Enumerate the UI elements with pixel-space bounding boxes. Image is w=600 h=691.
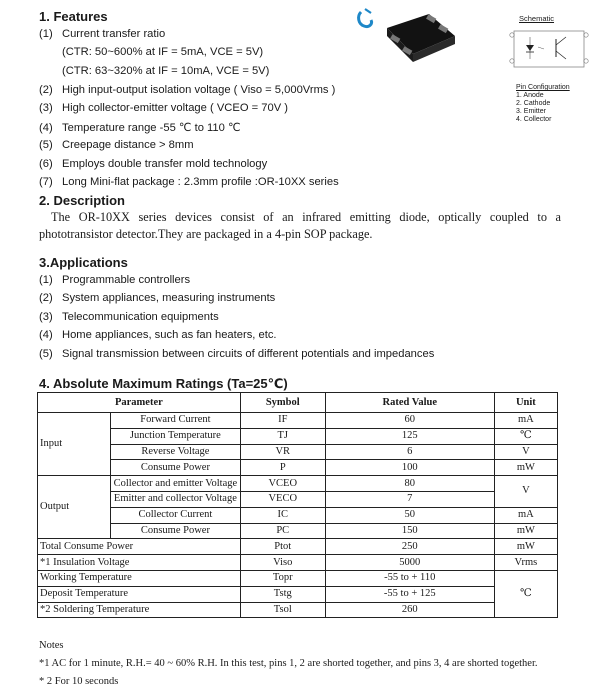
- application-item-2: (2) System appliances, measuring instruments: [39, 292, 276, 304]
- value-cell: 80: [325, 476, 494, 492]
- description-heading: 2. Description: [39, 193, 125, 208]
- symbol-cell: TJ: [240, 428, 325, 444]
- absolute-maximum-ratings-table: [37, 392, 558, 618]
- description-text: The OR-10XX series devices consist of an infrared emitting diode, optically coupled to a phototransistor detector.They are packaged in a 4-pin SOP package.: [39, 210, 561, 241]
- feature-item-6: (6) Employs double transfer mold technology: [39, 158, 268, 170]
- unit-cell: ℃: [494, 428, 557, 444]
- pin-item: 4. Collector: [516, 116, 552, 123]
- unit-cell: V: [494, 476, 557, 508]
- param-cell: Working Temperature: [38, 570, 241, 586]
- feature-item-1: (1) Current transfer ratio: [39, 28, 166, 40]
- applications-heading: 3.Applications: [39, 255, 128, 270]
- group-input: Input: [38, 413, 111, 476]
- table-row: [38, 444, 558, 460]
- notes-title: Notes: [39, 640, 64, 651]
- symbol-cell: VCEO: [240, 476, 325, 492]
- header-rated-value: Rated Value: [325, 393, 494, 413]
- param-cell: Forward Current: [111, 413, 241, 429]
- symbol-cell: IF: [240, 413, 325, 429]
- symbol-cell: VECO: [240, 491, 325, 507]
- param-cell: Junction Temperature: [111, 428, 241, 444]
- param-cell: Reverse Voltage: [111, 444, 241, 460]
- symbol-cell: Ptot: [240, 539, 325, 555]
- pin-config-title: Pin Configuration: [516, 84, 570, 91]
- group-output: Output: [38, 476, 111, 539]
- value-cell: 5000: [325, 555, 494, 571]
- table-row: [38, 428, 558, 444]
- note-1: *1 AC for 1 minute, R.H.= 40 ~ 60% R.H. In this test, pins 1, 2 are shorted together, and pins 3, 4 are shorted together.: [39, 658, 538, 669]
- unit-cell: mW: [494, 539, 557, 555]
- ctr-line-1: (CTR: 50~600% at IF = 5mA, VCE = 5V): [62, 46, 264, 58]
- value-cell: -55 to + 110: [325, 570, 494, 586]
- note-2: * 2 For 10 seconds: [39, 676, 119, 687]
- value-cell: 250: [325, 539, 494, 555]
- feature-item-7: (7) Long Mini-flat package : 2.3mm profile :OR-10XX series: [39, 176, 339, 188]
- param-cell: Emitter and collector Voltage: [111, 491, 241, 507]
- application-item-5: (5) Signal transmission between circuits of different potentials and impedances: [39, 348, 435, 360]
- unit-cell: Vrms: [494, 555, 557, 571]
- value-cell: -55 to + 125: [325, 586, 494, 602]
- ctr-line-2: (CTR: 63~320% at IF = 10mA, VCE = 5V): [62, 65, 270, 77]
- value-cell: 150: [325, 523, 494, 539]
- param-cell: Collector Current: [111, 507, 241, 523]
- feature-item-5: (5) Creepage distance > 8mm: [39, 139, 194, 151]
- param-cell: *1 Insulation Voltage: [38, 555, 241, 571]
- value-cell: 50: [325, 507, 494, 523]
- symbol-cell: VR: [240, 444, 325, 460]
- param-cell: Deposit Temperature: [38, 586, 241, 602]
- unit-cell: mW: [494, 460, 557, 476]
- table-row: [38, 476, 558, 492]
- ratings-heading: 4. Absolute Maximum Ratings (Ta=25℃): [39, 376, 288, 391]
- schematic-diagram: [508, 25, 590, 71]
- header-parameter: Parameter: [38, 393, 241, 413]
- value-cell: 100: [325, 460, 494, 476]
- param-cell: Consume Power: [111, 460, 241, 476]
- table-row: [38, 413, 558, 429]
- feature-item-2: (2) High input-output isolation voltage ( Viso = 5,000Vrms ): [39, 84, 336, 96]
- symbol-cell: P: [240, 460, 325, 476]
- header-symbol: Symbol: [240, 393, 325, 413]
- unit-cell: mW: [494, 523, 557, 539]
- pin-item: 1. Anode: [516, 92, 544, 99]
- table-row: [38, 460, 558, 476]
- param-cell: Consume Power: [111, 523, 241, 539]
- param-cell: Total Consume Power: [38, 539, 241, 555]
- symbol-cell: Tstg: [240, 586, 325, 602]
- unit-cell: mA: [494, 507, 557, 523]
- value-cell: 7: [325, 491, 494, 507]
- value-cell: 6: [325, 444, 494, 460]
- application-item-4: (4) Home appliances, such as fan heaters, etc.: [39, 329, 277, 341]
- table-row: [38, 555, 558, 571]
- brand-logo-icon: [359, 12, 372, 27]
- application-item-1: (1) Programmable controllers: [39, 274, 191, 286]
- unit-cell: V: [494, 444, 557, 460]
- table-row: [38, 507, 558, 523]
- symbol-cell: Tsol: [240, 602, 325, 618]
- symbol-cell: PC: [240, 523, 325, 539]
- unit-cell: mA: [494, 413, 557, 429]
- value-cell: 60: [325, 413, 494, 429]
- param-cell: *2 Soldering Temperature: [38, 602, 241, 618]
- symbol-cell: Viso: [240, 555, 325, 571]
- sop-package-image: [355, 2, 465, 74]
- pin-item: 3. Emitter: [516, 108, 546, 115]
- symbol-cell: IC: [240, 507, 325, 523]
- table-row: [38, 602, 558, 618]
- param-cell: Collector and emitter Voltage: [111, 476, 241, 492]
- schematic-title: Schematic: [519, 14, 555, 23]
- table-row: [38, 539, 558, 555]
- features-heading: 1. Features: [39, 9, 108, 24]
- table-row: [38, 586, 558, 602]
- feature-item-3: (3) High collector-emitter voltage ( VCEO = 70V ): [39, 102, 289, 114]
- led-diode-icon: [526, 45, 534, 51]
- unit-cell: ℃: [494, 570, 557, 617]
- table-row: [38, 491, 558, 507]
- table-header-row: [38, 393, 558, 413]
- application-item-3: (3) Telecommunication equipments: [39, 311, 219, 323]
- symbol-cell: Topr: [240, 570, 325, 586]
- table-row: [38, 570, 558, 586]
- feature-item-4: (4) Temperature range -55 ℃ to 110 ℃: [39, 122, 241, 134]
- header-unit: Unit: [494, 393, 557, 413]
- value-cell: 125: [325, 428, 494, 444]
- pin-item: 2. Cathode: [516, 100, 551, 107]
- table-row: [38, 523, 558, 539]
- value-cell: 260: [325, 602, 494, 618]
